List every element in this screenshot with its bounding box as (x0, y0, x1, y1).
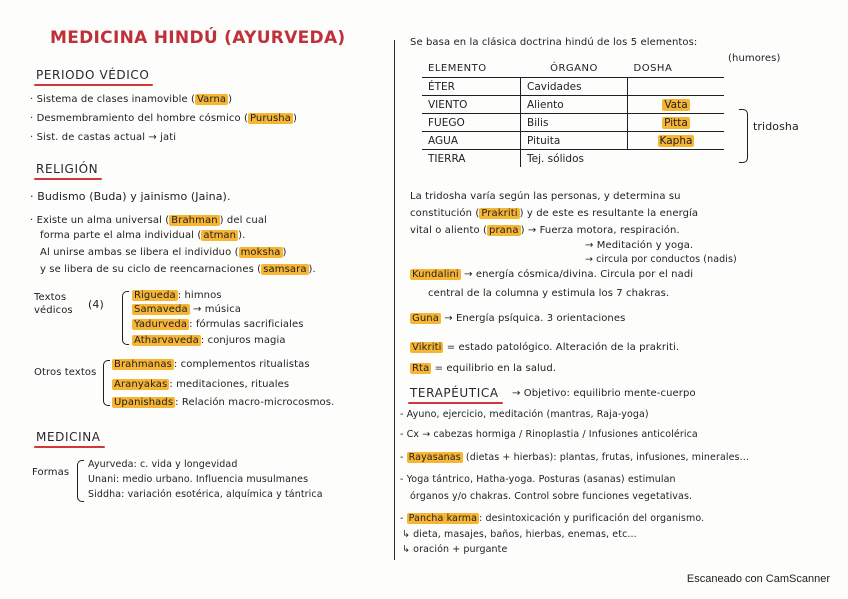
terapeutica-goal: → Objetivo: equilibrio mente-cuerpo (512, 388, 696, 399)
table-row (422, 114, 724, 132)
highlight-term: Atharvaveda (134, 335, 199, 346)
religion-paragraph-line-1: · Existe un alma universal ( Brahman ) del cual (30, 215, 267, 226)
medicina-brace (77, 460, 84, 502)
vikriti-line: Vikriti = estado patológico. Alteración de la prakriti. (412, 342, 680, 353)
pancha-karma-line-3: ↳ oración + purgante (402, 544, 508, 555)
yoga-line-1: - Yoga tántrico, Hatha-yoga. Posturas (asanas) estimulan (400, 474, 676, 485)
periodo-line-3: · Sist. de castas actual → jati (30, 132, 177, 143)
elements-table (422, 60, 724, 167)
table-row (422, 132, 724, 150)
highlight-term: atman (203, 230, 237, 241)
table-cell: FUEGO (422, 114, 521, 132)
tridosha-label: tridosha (753, 120, 799, 133)
highlight-term: Upanishads (114, 397, 174, 408)
terapeutica-line: - Ayuno, ejercicio, meditación (mantras, Raja-yoga) (400, 409, 649, 420)
section-heading-terapeutica (410, 386, 499, 400)
highlight-term: Varna (197, 94, 227, 105)
textos-item: Yadurveda : fórmulas sacrificiales (134, 319, 304, 330)
highlight-term: Vata (664, 98, 688, 111)
tridosha-line-5: → circula por conductos (nadis) (585, 254, 737, 265)
periodo-line-2: · Desmembramiento del hombre cósmico ( Purusha ) (30, 113, 297, 124)
rayasanas-line: - Rayasanas (dietas + hierbas): plantas, frutas, infusiones, minerales... (400, 452, 749, 463)
textos-label-1: Textos (34, 292, 67, 303)
table-cell: Tej. sólidos (521, 150, 628, 168)
pancha-karma-line-2: ↳ dieta, masajes, baños, hierbas, enemas, etc... (402, 529, 637, 540)
textos-count: (4) (88, 298, 104, 311)
table-cell (628, 114, 725, 132)
tridosha-line-1: La tridosha varía según las personas, y determina su (410, 191, 681, 202)
medicina-item: Siddha: variación esotérica, alquímica y tántrica (88, 489, 323, 500)
otros-brace (103, 360, 110, 406)
textos-brace (122, 291, 129, 345)
section-heading-medicina (36, 430, 101, 444)
tridosha-line-2: constitución ( Prakriti ) y de este es resultante la energía (410, 208, 699, 219)
intro-note: (humores) (728, 53, 781, 64)
medicina-label: Formas (32, 467, 70, 478)
section-heading-periodo (36, 68, 149, 82)
guna-line: Guna → Energía psíquica. 3 orientaciones (412, 313, 626, 324)
medicina-item: Unani: medio urbano. Influencia musulmanes (88, 474, 309, 485)
textos-label-2: védicos (34, 305, 73, 316)
kundalini-line-2: central de la columna y estimula los 7 chakras. (428, 288, 670, 299)
yoga-line-2: órganos y/o chakras. Control sobre funciones vegetativas. (410, 491, 693, 502)
table-cell: AGUA (422, 132, 521, 150)
medicina-item: Ayurveda: c. vida y longevidad (88, 459, 238, 470)
rta-line: Rta = equilibrio en la salud. (412, 363, 557, 374)
pancha-karma-line: - Pancha karma : desintoxicación y purificación del organismo. (400, 513, 705, 524)
table-cell (628, 132, 725, 150)
religion-line-1: · Budismo (Buda) y jainismo (Jaina). (30, 190, 231, 203)
periodo-line-1: · Sistema de clases inamovible ( Varna ) (30, 94, 233, 105)
intro-text: Se basa en la clásica doctrina hindú de los 5 elementos: (410, 37, 698, 48)
highlight-term: Brahmanas (114, 359, 172, 370)
tridosha-brace (739, 109, 748, 163)
table-header: ÓRGANO (521, 60, 628, 78)
religion-paragraph-line-2: forma parte el alma individual ( atman ). (40, 230, 246, 241)
highlight-term: Rta (412, 363, 430, 374)
highlight-term: prana (489, 225, 519, 236)
highlight-term: Purusha (249, 113, 291, 124)
table-cell: TIERRA (428, 152, 466, 165)
section-heading-religion (36, 162, 98, 176)
table-header: DOSHA (628, 60, 725, 78)
highlight-term: Yadurveda (134, 319, 188, 330)
heading-text: TERAPÉUTICA (410, 386, 499, 400)
highlight-term: Kapha (659, 134, 693, 147)
table-cell: Bilis (521, 114, 628, 132)
camscanner-watermark: Escaneado con CamScanner (686, 573, 830, 585)
table-row (422, 96, 724, 114)
terapeutica-line: - Cx → cabezas hormiga / Rinoplastia / Infusiones anticolérica (400, 429, 698, 440)
table-cell (628, 96, 725, 114)
otros-label: Otros textos (34, 367, 97, 378)
highlight-term: Aranyakas (114, 379, 168, 390)
tridosha-line-3: vital o aliento ( prana ) → Fuerza motora, respiración. (410, 225, 680, 236)
highlight-term: Vikriti (412, 342, 442, 353)
highlight-term: Prakriti (481, 208, 518, 219)
highlight-term: Pitta (664, 116, 688, 129)
otros-item: Upanishads : Relación macro-microcosmos. (114, 397, 335, 408)
kundalini-line-1: Kundalini → energía cósmica/divina. Circula por el nadi (412, 269, 694, 280)
table-cell (628, 78, 725, 96)
table-cell: ÉTER (422, 78, 521, 96)
otros-item: Aranyakas : meditaciones, rituales (114, 379, 290, 390)
highlight-term: samsara (263, 264, 307, 275)
highlight-term: Samaveda (134, 304, 188, 315)
table-row (422, 150, 724, 168)
highlight-term: Rigueda (134, 290, 176, 301)
religion-paragraph-line-3: Al unirse ambas se libera el individuo ( moksha ) (40, 247, 287, 258)
highlight-term: Guna (412, 313, 439, 324)
page-title: MEDICINA HINDÚ (AYURVEDA) (50, 28, 346, 48)
heading-text: RELIGIÓN (36, 162, 99, 176)
table-row (422, 78, 724, 96)
heading-text: MEDICINA (36, 430, 101, 444)
religion-paragraph-line-4: y se libera de su ciclo de reencarnaciones ( samsara ). (40, 264, 316, 275)
textos-item: Rigueda : himnos (134, 290, 222, 301)
highlight-term: Rayasanas (408, 452, 461, 463)
table-header: ELEMENTO (422, 60, 521, 78)
highlight-term: Kundalini (412, 269, 459, 280)
heading-text: PERIODO VÉDICO (36, 68, 150, 82)
otros-item: Brahmanas : complementos ritualistas (114, 359, 310, 370)
highlight-term: Pancha karma (408, 513, 478, 524)
textos-item: Atharvaveda : conjuros magia (134, 335, 286, 346)
tridosha-line-4: → Meditación y yoga. (585, 240, 694, 251)
table-cell: VIENTO (422, 96, 521, 114)
textos-item: Samaveda → música (134, 304, 242, 315)
column-divider (394, 40, 395, 560)
table-cell: Aliento (521, 96, 628, 114)
table-cell: Cavidades (521, 78, 628, 96)
highlight-term: moksha (240, 247, 281, 258)
highlight-term: Brahman (171, 215, 218, 226)
table-cell: Pituita (521, 132, 628, 150)
table-cell (628, 150, 725, 168)
